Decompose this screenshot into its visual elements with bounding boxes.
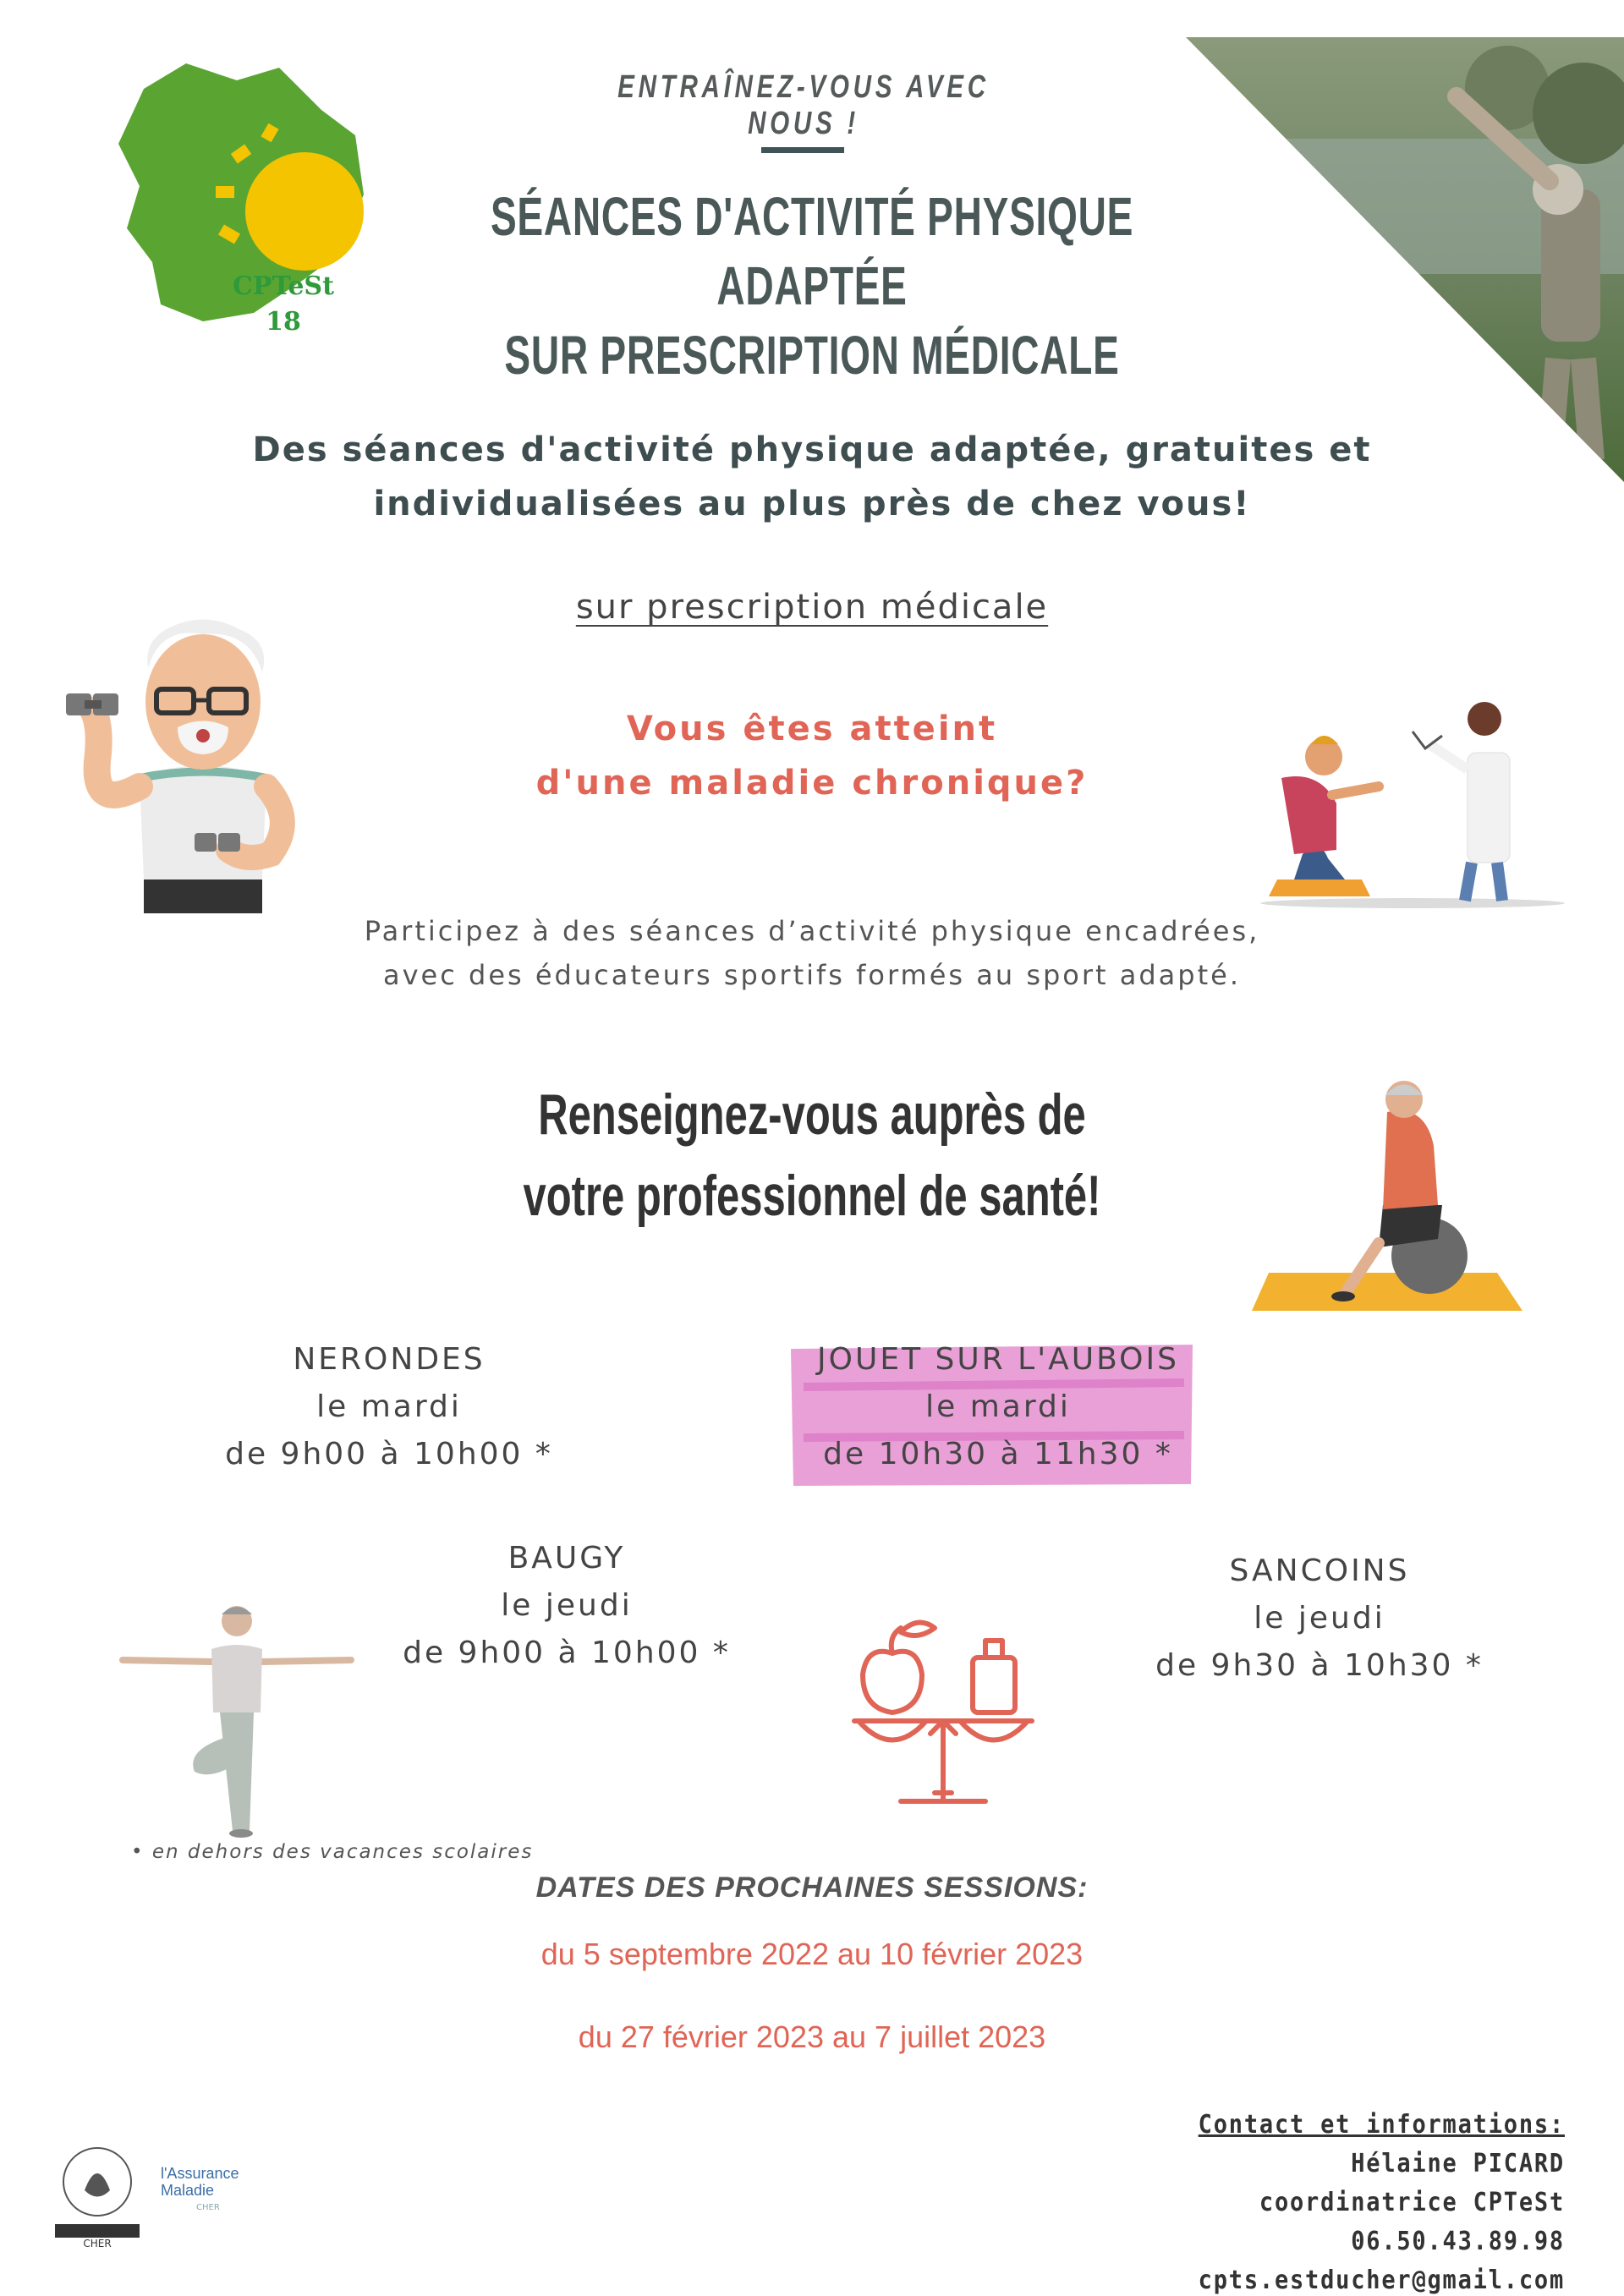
title-line-1: SÉANCES D'ACTIVITÉ PHYSIQUE ADAPTÉE — [490, 186, 1134, 316]
logo-number: 18 — [266, 307, 301, 337]
chronic-disease-question — [474, 702, 1150, 810]
stretching-photo — [1186, 37, 1624, 482]
session-place: NERONDES — [293, 1342, 486, 1377]
session-baugy — [372, 1535, 761, 1677]
inquiry-line-1: Renseignez-vous auprès de — [538, 1082, 1086, 1147]
holiday-footnote: • en dehors des vacances scolaires — [131, 1841, 534, 1863]
dates-heading: DATES DES PROCHAINES SESSIONS: — [535, 1871, 1089, 1904]
session-time: de 9h00 à 10h00 * — [225, 1437, 553, 1471]
assurance-maladie-logo — [161, 2165, 279, 2199]
session-time: de 9h30 à 10h30 * — [1155, 1648, 1484, 1683]
apple-scale-icon — [842, 1611, 1045, 1814]
ameli-line-1: l'Assurance — [161, 2165, 239, 2182]
question-line-1: Vous êtes atteint — [626, 710, 998, 748]
contact-phone: 06.50.43.89.98 — [1351, 2227, 1565, 2256]
contact-name: Hélaine PICARD — [1351, 2149, 1565, 2178]
participate-text — [321, 909, 1303, 997]
contact-role: coordinatrice CPTeSt — [1259, 2188, 1565, 2217]
participate-line-1: Participez à des séances d’activité physique encadrées, — [364, 915, 1260, 947]
inquiry-heading — [496, 1074, 1129, 1236]
session-day: le mardi — [925, 1389, 1071, 1424]
session-day: le jeudi — [501, 1588, 633, 1623]
inquiry-line-2: votre professionnel de santé! — [523, 1164, 1101, 1228]
session-day: le mardi — [316, 1389, 462, 1424]
intro-line-2: individualisées au plus près de chez vous! — [373, 485, 1251, 523]
logo-label — [220, 269, 347, 340]
senior-dumbbells-illustration — [59, 609, 330, 913]
session-time: de 10h30 à 11h30 * — [823, 1437, 1173, 1471]
fitness-ball-illustration — [1243, 1078, 1531, 1323]
intro-line-1: Des séances d'activité physique adaptée, gratuites et — [252, 430, 1372, 469]
session-day: le jeudi — [1254, 1601, 1385, 1636]
title-line-2: SUR PRESCRIPTION MÉDICALE — [504, 325, 1120, 386]
session-time: de 9h00 à 10h00 * — [403, 1636, 731, 1670]
prescription-note — [508, 588, 1116, 627]
cdos-label: CDOS CHER — [82, 2226, 112, 2249]
session-sancoins — [1116, 1548, 1522, 1690]
participate-line-2: avec des éducateurs sportifs formés au sport adapté. — [383, 959, 1241, 991]
page-title — [458, 182, 1165, 390]
session-range-2: du 27 février 2023 au 7 juillet 2023 — [578, 2019, 1046, 2054]
contact-title: Contact et informations: — [1198, 2110, 1565, 2140]
question-line-2: d'une maladie chronique? — [535, 764, 1089, 803]
session-jouet-sur-laubois — [778, 1336, 1218, 1478]
session-place: JOUET SUR L'AUBOIS — [817, 1342, 1179, 1377]
tree-pose-illustration — [118, 1603, 355, 1839]
intro-text — [211, 423, 1413, 531]
session-nerondes — [186, 1336, 592, 1478]
session-place: BAUGY — [508, 1541, 626, 1575]
ameli-line-2: Maladie — [161, 2182, 215, 2199]
ameli-region: CHER — [196, 2203, 220, 2212]
contact-block — [1138, 2106, 1565, 2296]
contact-email[interactable]: cpts.estducher@gmail.com — [1198, 2266, 1565, 2295]
session-range-1: du 5 septembre 2022 au 10 février 2023 — [540, 1937, 1084, 1971]
logo-name: CPTeSt — [233, 271, 334, 301]
prescription-text: sur prescription médicale — [575, 588, 1049, 627]
header-divider — [761, 147, 844, 153]
session-place: SANCOINS — [1229, 1553, 1410, 1588]
tagline: ENTRAÎNEZ-VOUS AVEC NOUS ! — [617, 69, 990, 141]
coach-step-illustration — [1243, 677, 1565, 913]
